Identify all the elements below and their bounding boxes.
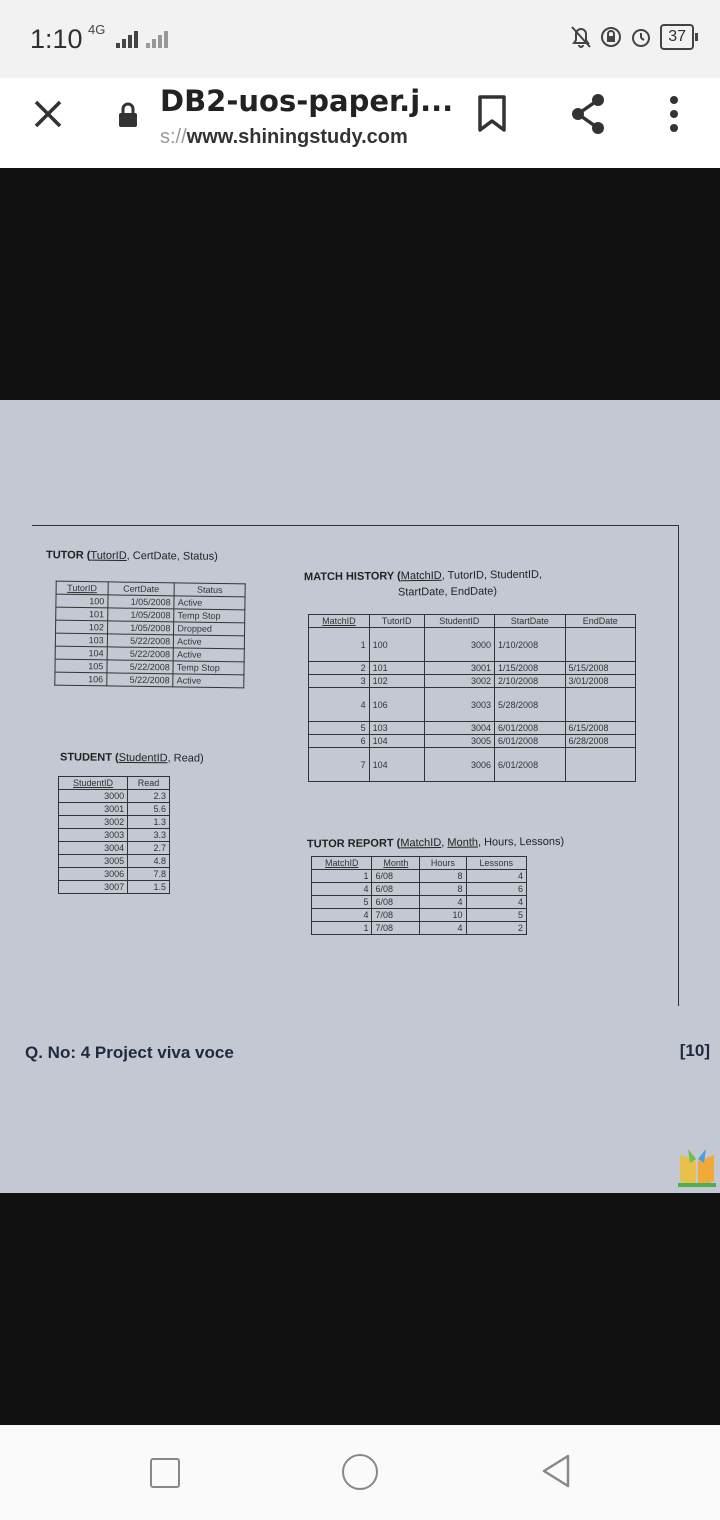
alarm-icon — [630, 26, 652, 48]
table-row — [309, 675, 636, 688]
data-saver-icon — [600, 26, 622, 48]
lock-icon — [118, 102, 138, 128]
table-cell: 6/08 — [372, 870, 420, 883]
table-cell: 6/01/2008 — [495, 748, 565, 782]
table-cell: 103 — [369, 722, 424, 735]
column-header: EndDate — [565, 615, 636, 628]
table-cell: 1 — [312, 922, 372, 935]
table-cell: 1/05/2008 — [108, 595, 175, 609]
bell-off-icon — [570, 25, 592, 49]
network-type: 4G — [88, 22, 106, 37]
table-cell: 3 — [309, 675, 370, 688]
column-header: TutorID — [56, 581, 108, 595]
table-cell: 6 — [309, 735, 370, 748]
table-cell: 3002 — [59, 816, 128, 829]
table-row — [312, 883, 527, 896]
match-history-schema-label: MATCH HISTORY (MatchID, TutorID, StudentID, — [303, 568, 543, 584]
table-cell: 4 — [309, 688, 370, 722]
table-cell: 6/15/2008 — [565, 722, 636, 735]
table-cell: 5 — [309, 722, 370, 735]
table-cell: 3007 — [59, 881, 128, 894]
table-cell: 10 — [420, 909, 466, 922]
navigation-bar — [0, 1425, 720, 1520]
match-history-schema-label-line2: StartDate, EndDate) — [397, 585, 498, 599]
table-row — [309, 688, 636, 722]
back-icon[interactable] — [540, 1453, 572, 1489]
table-cell: 4.8 — [128, 855, 170, 868]
table-cell: 7 — [309, 748, 370, 782]
table-row — [59, 855, 170, 868]
table-cell: 3004 — [424, 722, 494, 735]
signal-2-icon — [146, 30, 170, 48]
table-cell: 3003 — [59, 829, 128, 842]
table-cell: 1/05/2008 — [107, 608, 174, 622]
question-heading: Q. No: 4 Project viva voce — [25, 1043, 234, 1062]
page-title: DB2-uos-paper.j... — [160, 84, 454, 118]
table-cell: 103 — [55, 633, 107, 647]
table-row — [59, 881, 170, 894]
table-cell: 3001 — [59, 803, 128, 816]
table-cell: Temp Stop — [174, 609, 245, 623]
table-cell: Active — [173, 648, 244, 662]
table-cell: 1.5 — [128, 881, 170, 894]
table-cell: 5/22/2008 — [107, 634, 174, 648]
table-row — [309, 662, 636, 675]
column-header: Hours — [420, 857, 466, 870]
home-icon[interactable] — [342, 1454, 378, 1490]
table-cell: 4 — [312, 883, 372, 896]
table-cell: 1/10/2008 — [495, 628, 565, 662]
column-header: Status — [174, 583, 245, 597]
table-row — [59, 790, 170, 803]
table-cell: 3005 — [59, 855, 128, 868]
table-cell: 7/08 — [372, 922, 420, 935]
table-cell: 102 — [56, 620, 108, 634]
table-cell: 6/08 — [372, 896, 420, 909]
table-cell: 6/08 — [372, 883, 420, 896]
share-icon[interactable] — [568, 92, 608, 136]
table-cell: 4 — [312, 909, 372, 922]
table-cell: 1 — [309, 628, 370, 662]
tutor-table — [54, 581, 245, 689]
table-header-row — [309, 615, 636, 628]
table-row — [59, 803, 170, 816]
exam-paper-image[interactable] — [0, 400, 720, 1193]
table-cell: Dropped — [174, 622, 245, 636]
table-cell: 5 — [312, 896, 372, 909]
column-header: MatchID — [309, 615, 370, 628]
table-cell: 101 — [56, 607, 108, 621]
table-cell: 1/05/2008 — [107, 621, 174, 635]
table-cell: 6 — [466, 883, 527, 896]
table-cell: 101 — [369, 662, 424, 675]
table-cell: 106 — [55, 672, 107, 686]
recent-apps-icon[interactable] — [150, 1458, 180, 1488]
table-cell: 5.6 — [128, 803, 170, 816]
table-cell: Active — [174, 596, 245, 610]
match-history-table — [308, 614, 636, 782]
table-cell: 5/15/2008 — [565, 662, 636, 675]
table-cell: 5/22/2008 — [107, 647, 174, 661]
column-header: StartDate — [495, 615, 565, 628]
column-header: StudentID — [424, 615, 494, 628]
column-header: StudentID — [59, 777, 128, 790]
table-cell: 4 — [466, 896, 527, 909]
column-header: Read — [128, 777, 170, 790]
table-cell: 6/28/2008 — [565, 735, 636, 748]
viewer-background-bottom — [0, 1193, 720, 1425]
table-row — [312, 870, 527, 883]
tutor-report-schema-label: TUTOR REPORT (MatchID, Month, Hours, Lessons) — [306, 835, 565, 851]
table-cell: 3003 — [424, 688, 494, 722]
more-options-icon[interactable] — [664, 94, 684, 134]
table-row — [59, 816, 170, 829]
table-row — [309, 735, 636, 748]
table-cell: 3006 — [59, 868, 128, 881]
battery-indicator: 37 — [660, 24, 694, 50]
table-cell: 5/22/2008 — [107, 673, 174, 687]
table-cell: 6/01/2008 — [495, 722, 565, 735]
column-header: Lessons — [466, 857, 527, 870]
table-row — [59, 868, 170, 881]
table-cell: 4 — [466, 870, 527, 883]
clock: 1:10 — [30, 24, 83, 54]
book-logo-icon — [676, 1145, 718, 1189]
table-cell: 100 — [369, 628, 424, 662]
tutor-report-table — [311, 856, 527, 935]
column-header: CertDate — [108, 582, 175, 596]
page-url: s://www.shiningstudy.com — [160, 126, 408, 148]
table-row — [312, 922, 527, 935]
column-header: MatchID — [312, 857, 372, 870]
viewer-toolbar — [0, 78, 720, 168]
table-cell: 3/01/2008 — [565, 675, 636, 688]
table-cell: Active — [174, 635, 245, 649]
table-cell: 4 — [420, 922, 466, 935]
column-header: TutorID — [369, 615, 424, 628]
table-row — [312, 909, 527, 922]
column-header: Month — [372, 857, 420, 870]
question-marks: [10] — [679, 1041, 710, 1060]
table-row — [59, 842, 170, 855]
table-row — [309, 722, 636, 735]
student-table — [58, 776, 170, 894]
table-row — [55, 672, 244, 688]
table-cell: 3000 — [59, 790, 128, 803]
table-cell: 100 — [56, 594, 108, 608]
table-cell: 1/15/2008 — [495, 662, 565, 675]
table-cell: 2/10/2008 — [495, 675, 565, 688]
tutor-schema-label: TUTOR (TutorID, CertDate, Status) — [45, 549, 218, 563]
table-cell: Active — [173, 674, 244, 688]
status-bar — [0, 0, 720, 78]
table-cell: 3004 — [59, 842, 128, 855]
table-cell: 105 — [55, 659, 107, 673]
table-cell — [565, 748, 636, 782]
table-cell: 5 — [466, 909, 527, 922]
table-row — [309, 748, 636, 782]
table-cell: 1 — [312, 870, 372, 883]
table-cell: 3000 — [424, 628, 494, 662]
table-cell: 3.3 — [128, 829, 170, 842]
table-row — [309, 628, 636, 662]
table-header-row — [59, 777, 170, 790]
table-cell — [565, 628, 636, 662]
table-cell: 104 — [369, 748, 424, 782]
table-cell: 104 — [369, 735, 424, 748]
viewer-background-top — [0, 168, 720, 400]
table-cell: 8 — [420, 870, 466, 883]
table-cell: 3005 — [424, 735, 494, 748]
table-cell: 7.8 — [128, 868, 170, 881]
table-cell: 2 — [309, 662, 370, 675]
table-cell: Temp Stop — [173, 661, 244, 675]
table-header-row — [312, 857, 527, 870]
close-icon[interactable] — [30, 96, 66, 132]
signal-icon — [116, 30, 140, 48]
table-cell: 1.3 — [128, 816, 170, 829]
table-cell: 3006 — [424, 748, 494, 782]
student-schema-label: STUDENT (StudentID, Read) — [59, 751, 204, 765]
table-cell: 102 — [369, 675, 424, 688]
table-cell — [565, 688, 636, 722]
table-cell: 2.3 — [128, 790, 170, 803]
table-cell: 104 — [55, 646, 107, 660]
table-row — [312, 896, 527, 909]
table-cell: 5/22/2008 — [107, 660, 174, 674]
table-cell: 2 — [466, 922, 527, 935]
table-cell: 106 — [369, 688, 424, 722]
table-cell: 7/08 — [372, 909, 420, 922]
table-cell: 3001 — [424, 662, 494, 675]
table-cell: 4 — [420, 896, 466, 909]
table-row — [59, 829, 170, 842]
table-cell: 2.7 — [128, 842, 170, 855]
table-cell: 6/01/2008 — [495, 735, 565, 748]
table-cell: 5/28/2008 — [495, 688, 565, 722]
bookmark-icon[interactable] — [476, 94, 508, 134]
table-cell: 8 — [420, 883, 466, 896]
table-cell: 3002 — [424, 675, 494, 688]
